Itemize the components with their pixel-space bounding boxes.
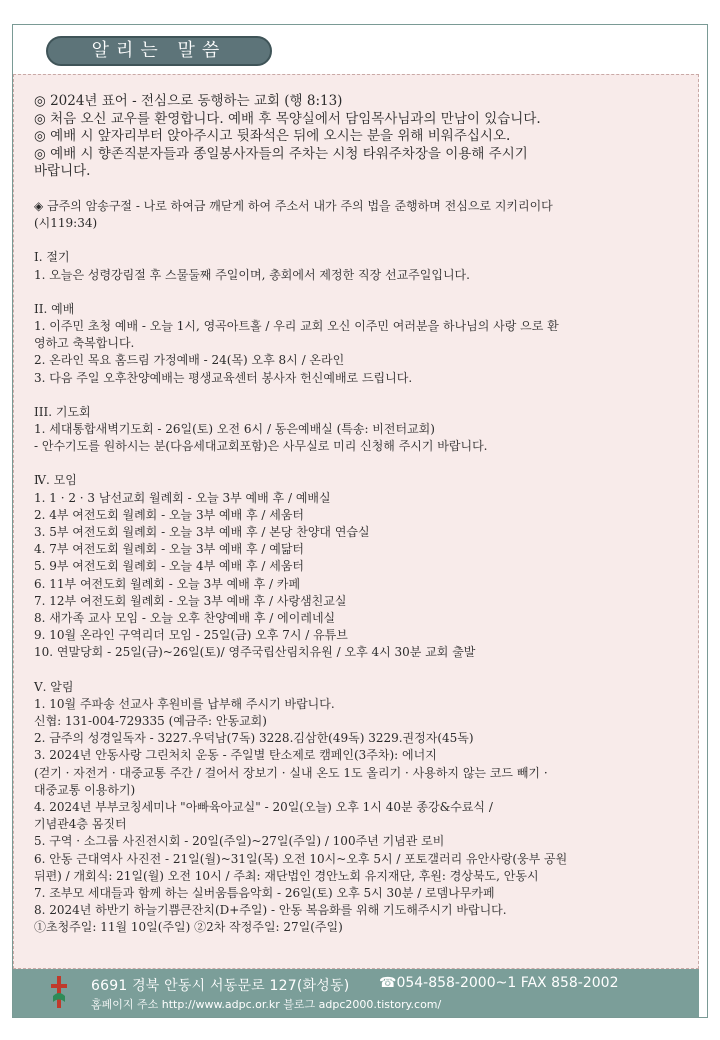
list-item: 6. 안동 근대역사 사진전 - 21일(월)~31일(목) 오전 10시~오후 5시 / 포토갤러리 유안사랑(웅부 공원	[34, 851, 568, 866]
list-item: 5. 구역 · 소그룹 사진전시회 - 20일(주일)~27일(주일) / 100주년 기념관 로비	[34, 834, 445, 849]
list-item: 뒤편) / 개회식: 21일(월) 오전 10시 / 주최: 재단법인 경안노회 유지재단, 후원: 경상북도, 안동시	[34, 868, 539, 883]
intro-line: ◎ 예배 시 향존직분자들과 종일봉사자들의 주차는 시청 타워주차장을 이용해 주시기	[34, 145, 528, 162]
intro-line: 바랍니다.	[34, 163, 91, 180]
church-cross-icon	[49, 974, 69, 1010]
list-item: 2. 4부 여전도회 월례회 - 오늘 3부 예배 후 / 세움터	[34, 507, 305, 522]
list-item: 3. 다음 주일 오후찬양예배는 평생교육센터 봉사자 헌신예배로 드립니다.	[34, 370, 413, 385]
list-item: 3. 2024년 안동사랑 그린처치 운동 - 주일별 탄소제로 캠페인(3주차): 에너지	[34, 748, 437, 763]
list-item: - 안수기도를 원하시는 분(다음세대교회포함)은 사무실로 미리 신청해 주시기 바랍니다.	[34, 439, 488, 454]
section-worship	[34, 301, 688, 387]
list-item: 대중교통 이용하기)	[34, 782, 136, 797]
memory-verse	[34, 198, 688, 232]
section-heading: I. 절기	[34, 250, 70, 265]
list-item: ①초청주일: 11월 10일(주일) ②2차 작정주일: 27일(주일)	[34, 920, 343, 935]
list-item: 9. 10월 온라인 구역리더 모임 - 25일(금) 오후 7시 / 유튜브	[34, 628, 348, 643]
verse-line: ◈ 금주의 암송구절 - 나로 하여금 깨닫게 하여 주소서 내가 주의 법을 준행하며 전심으로 지키리이다	[34, 198, 553, 213]
section-festival	[34, 249, 688, 283]
list-item: 2. 금주의 성경일독자 - 3227.우덕남(7독) 3228.김삼한(49독) 3229.권정자(45독)	[34, 731, 474, 746]
list-item: 8. 새가족 교사 모임 - 오늘 오후 찬양예배 후 / 에이레네실	[34, 611, 336, 626]
list-item: 8. 2024년 하반기 하늘기쁨큰잔치(D+주일) - 안동 복음화를 위해 기도해주시기 바랍니다.	[34, 903, 507, 918]
church-address: 6691 경북 안동시 서동문로 127(화성동)	[91, 978, 350, 994]
list-item: 6. 11부 여전도회 월례회 - 오늘 3부 예배 후 / 카페	[34, 576, 301, 591]
list-item: 1. 세대통합새벽기도회 - 26일(토) 오전 6시 / 동은예배실 (특송: 비전터교회)	[34, 422, 435, 436]
section-heading: II. 예배	[34, 301, 75, 316]
verse-reference: (시119:34)	[34, 216, 98, 231]
list-item: 1. 이주민 초청 예배 - 오늘 1시, 영곡아트홀 / 우리 교회 오신 이주민 여러분을 하나님의 사랑 으로 환	[34, 318, 559, 333]
list-item: 1. 오늘은 성령강림절 후 스물둘째 주일이며, 총회에서 제정한 직장 선교주일입니다.	[34, 267, 470, 282]
list-item: 영하고 축복합니다.	[34, 336, 135, 351]
list-item: 7. 12부 여전도회 월례회 - 오늘 3부 예배 후 / 사랑샘친교실	[34, 593, 347, 608]
list-item: 5. 9부 여전도회 월례회 - 오늘 4부 예배 후 / 세움터	[34, 559, 305, 574]
intro-block	[34, 93, 688, 181]
list-item: (걷기 · 자전거 · 대중교통 주간 / 걸어서 장보기 · 실내 온도 1도 올리기 · 사용하지 않는 코드 빼기 ·	[34, 765, 548, 780]
list-item: 10. 연말당회 - 25일(금)~26일(토)/ 영주국립산림치유원 / 오후 4시 30분 교회 출발	[34, 645, 476, 660]
section-heading: Ⅳ. 모임	[34, 473, 77, 488]
page-title: 알리는 말씀	[46, 36, 272, 66]
church-web-links[interactable]: 홈페이지 주소 http://www.adpc.or.kr 블로그 adpc2000.tistory.com/	[91, 998, 442, 1011]
list-item: 7. 조부모 세대들과 함께 하는 실버움틈음악회 - 26일(토) 오후 5시 30분 / 로뎀나무카페	[34, 886, 495, 901]
intro-line: ◎ 처음 오신 교우를 환영합니다. 예배 후 목양실에서 담임목사님과의 만남이 있습니다.	[34, 110, 541, 127]
list-item: 2. 온라인 목요 홈드림 가정예배 - 24(목) 오후 8시 / 온라인	[34, 353, 345, 368]
intro-line: ◎ 2024년 표어 - 전심으로 동행하는 교회 (행 8:13)	[34, 93, 343, 109]
section-heading: Ⅴ. 알림	[34, 679, 74, 694]
section-meetings	[34, 472, 688, 661]
church-phone: ☎054-858-2000~1 FAX 858-2002	[379, 975, 619, 991]
list-item: 신협: 131-004-729335 (예금주: 안동교회)	[34, 714, 267, 729]
list-item: 4. 2024년 부부코칭세미나 "아빠육아교실" - 20일(오늘) 오후 1시 40분 종강&수료식 /	[34, 800, 493, 815]
footer-bar	[13, 969, 699, 1017]
list-item: 기념관4층 몸짓터	[34, 817, 127, 832]
list-item: 3. 5부 여전도회 월례회 - 오늘 3부 예배 후 / 본당 찬양대 연습실	[34, 525, 370, 540]
list-item: 4. 7부 여전도회 월례회 - 오늘 3부 예배 후 / 예닮터	[34, 542, 305, 557]
section-notices	[34, 679, 688, 937]
section-prayer	[34, 404, 688, 456]
list-item: 1. 10월 주파송 선교사 후원비를 납부해 주시기 바랍니다.	[34, 696, 335, 711]
announcement-body	[13, 74, 699, 969]
section-heading: III. 기도회	[34, 404, 91, 419]
list-item: 1. 1 · 2 · 3 남선교회 월례회 - 오늘 3부 예배 후 / 예배실	[34, 490, 331, 505]
intro-line: ◎ 예배 시 앞자리부터 앉아주시고 뒷좌석은 뒤에 오시는 분을 위해 비워주십시오.	[34, 128, 511, 145]
